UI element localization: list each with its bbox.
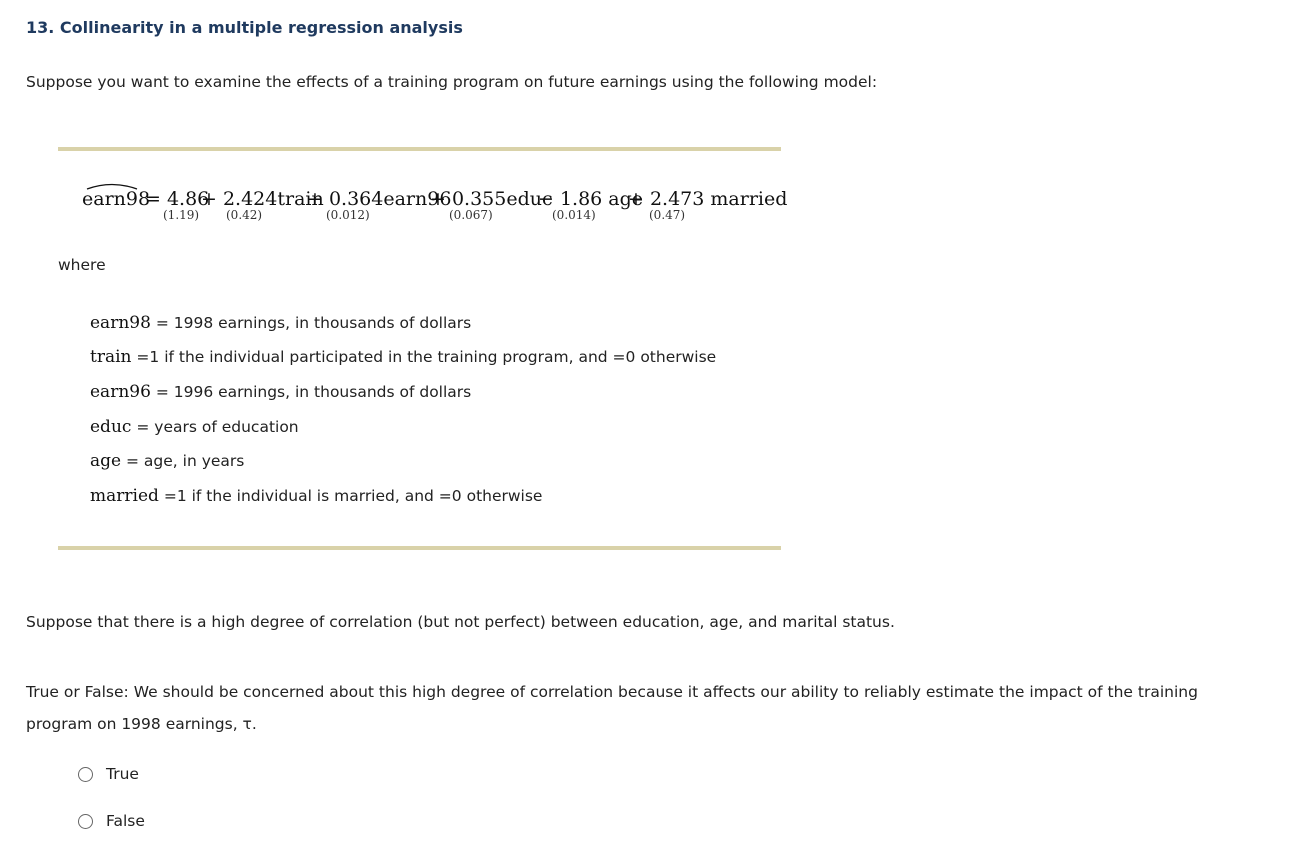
definition-text: = age, in years (126, 452, 245, 470)
question-title: 13. Collinearity in a multiple regression analysis (26, 18, 463, 37)
definition-married (90, 486, 542, 506)
bottom-divider (58, 546, 781, 550)
true-false-prompt: True or False: We should be concerned about this high degree of correlation because it affects our ability to reliably estimate the impact of the training program on 1998 earnings, τ. (26, 683, 1198, 733)
intro-text: Suppose you want to examine the effects of a training program on future earnings using the following model: (26, 73, 878, 91)
definition-train (90, 347, 716, 367)
definition-var: train (90, 347, 132, 367)
option-false[interactable] (78, 812, 145, 830)
equation-term-educ: + 0.355educ (430, 188, 553, 210)
definition-var: earn98 (90, 313, 151, 333)
definition-earn98 (90, 313, 471, 333)
age-se: (0.014) (552, 208, 596, 222)
definition-text: =1 if the individual is married, and =0 otherwise (163, 487, 543, 505)
equation-term-age: − 1.86 age (538, 188, 644, 210)
radio-true[interactable] (78, 767, 93, 782)
definition-text: = 1998 earnings, in thousands of dollars (155, 314, 472, 332)
equation-lhs: earn98 (82, 188, 151, 210)
equation-term-train: + 2.424train (201, 188, 324, 210)
intercept-se: (1.19) (163, 208, 200, 222)
definition-age (90, 451, 244, 471)
definition-text: = years of education (136, 418, 299, 436)
equation-term-married: + 2.473 married (628, 188, 788, 210)
educ-se: (0.067) (449, 208, 493, 222)
definition-educ (90, 417, 299, 437)
option-false-label: False (106, 812, 145, 830)
option-true[interactable] (78, 765, 139, 783)
train-se: (0.42) (226, 208, 263, 222)
correlation-statement: Suppose that there is a high degree of correlation (but not perfect) between education, age, and marital status. (26, 613, 895, 631)
equation-term-earn96: + 0.364earn96 (307, 188, 452, 210)
definition-var: educ (90, 417, 132, 437)
equation-intercept: = 4.86 (145, 188, 210, 210)
radio-false[interactable] (78, 814, 93, 829)
option-true-label: True (106, 765, 139, 783)
definition-var: age (90, 451, 122, 471)
married-se: (0.47) (649, 208, 686, 222)
definition-var: married (90, 486, 159, 506)
earn96-se: (0.012) (326, 208, 370, 222)
definition-text: = 1996 earnings, in thousands of dollars (155, 383, 472, 401)
definition-var: earn96 (90, 382, 151, 402)
top-divider (58, 147, 781, 151)
definition-earn96 (90, 382, 471, 402)
where-label: where (58, 256, 106, 274)
definition-text: =1 if the individual participated in the training program, and =0 otherwise (136, 348, 717, 366)
